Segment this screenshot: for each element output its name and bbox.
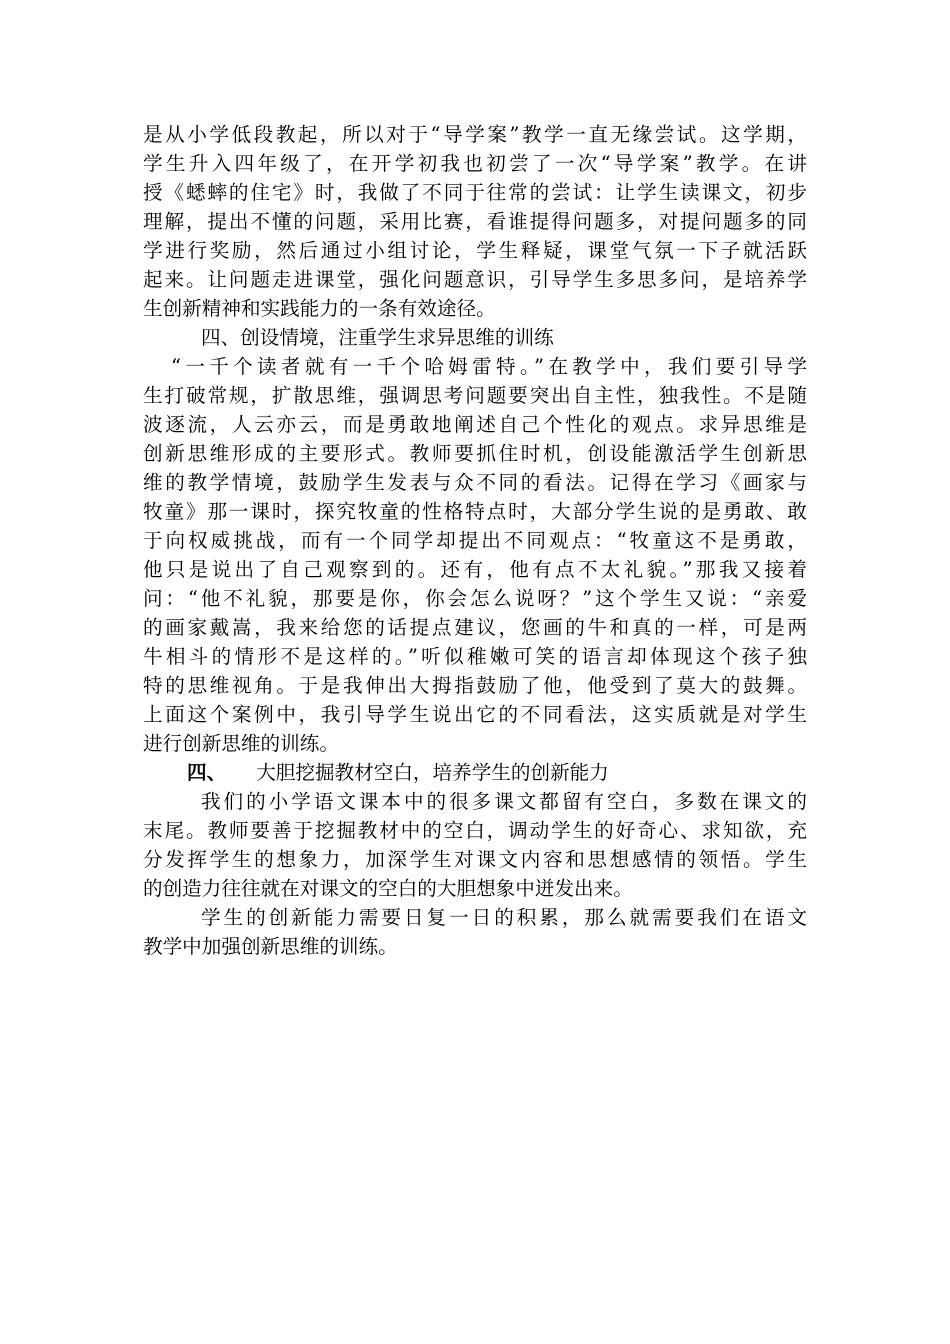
section-heading-textbook-blanks — [143, 758, 807, 787]
text-line: 创新思维形成的主要形式。教师要抓住时机，创设能激活学生创新思 — [143, 442, 807, 465]
text-line: 于向权威挑战，而有一个同学却提出不同观点：“牧童这不是勇敢， — [143, 529, 807, 552]
text-line: 的画家戴嵩，我来给您的话提点建议，您画的牛和真的一样，可是两 — [143, 616, 807, 639]
text-line: 牧童》那一课时，探究牧童的性格特点时，大部分学生说的是勇敢、敢 — [143, 500, 807, 523]
paragraph-divergent-thinking — [143, 352, 807, 758]
text-line: 是从小学低段教起，所以对于“导学案”教学一直无缘尝试。这学期， — [143, 123, 807, 146]
text-line: 学生升入四年级了，在开学初我也初尝了一次“导学案”教学。在讲 — [143, 152, 807, 175]
text-line: 我们的小学语文课本中的很多课文都留有空白，多数在课文的 — [201, 790, 807, 813]
text-line: 牛相斗的情形不是这样的。”听似稚嫩可笑的语言却体现这个孩子独 — [143, 645, 807, 668]
section-title: 大胆挖掘教材空白，培养学生的创新能力 — [256, 761, 609, 784]
text-line: 学进行奖励，然后通过小组讨论，学生释疑，课堂气氛一下子就活跃 — [143, 239, 807, 262]
paragraph-conclusion — [143, 903, 807, 961]
section-number: 四、 — [187, 761, 227, 784]
text-line: 末尾。教师要善于挖掘教材中的空白，调动学生的好奇心、求知欲，充 — [143, 819, 807, 842]
text-line: 分发挥学生的想象力，加深学生对课文内容和思想感情的领悟。学生 — [143, 848, 807, 871]
text-line: 进行创新思维的训练。 — [143, 732, 339, 755]
text-line: 授《蟋蟀的住宅》时，我做了不同于往常的尝试：让学生读课文，初步 — [143, 181, 807, 204]
document-body — [143, 120, 807, 961]
text-line: 生打破常规，扩散思维，强调思考问题要突出自主性，独我性。不是随 — [143, 384, 807, 407]
section-heading-divergent-thinking: 四、创设情境，注重学生求异思维的训练 — [201, 326, 554, 349]
text-line: 问：“他不礼貌，那要是你，你会怎么说呀？”这个学生又说：“亲爱 — [143, 587, 807, 610]
text-line: 学生的创新能力需要日复一日的积累，那么就需要我们在语文 — [201, 906, 807, 929]
text-line: “一千个读者就有一千个哈姆雷特。”在教学中，我们要引导学 — [171, 355, 807, 378]
text-line: 起来。让问题走进课堂，强化问题意识，引导学生多思多问，是培养学 — [143, 268, 807, 291]
text-line: 上面这个案例中，我引导学生说出它的不同看法，这实质就是对学生 — [143, 703, 807, 726]
text-line: 生创新精神和实践能力的一条有效途径。 — [143, 297, 496, 320]
text-line: 理解，提出不懂的问题，采用比赛，看谁提得问题多，对提问题多的同 — [143, 210, 807, 233]
text-line: 波逐流，人云亦云，而是勇敢地阐述自己个性化的观点。求异思维是 — [143, 413, 807, 436]
text-line: 教学中加强创新思维的训练。 — [143, 935, 398, 958]
text-line: 他只是说出了自己观察到的。还有，他有点不太礼貌。”那我又接着 — [143, 558, 807, 581]
text-line: 特的思维视角。于是我伸出大拇指鼓励了他，他受到了莫大的鼓舞。 — [143, 674, 807, 697]
text-line: 的创造力往往就在对课文的空白的大胆想象中迸发出来。 — [143, 877, 633, 900]
paragraph-textbook-blanks — [143, 787, 807, 903]
text-line: 维的教学情境，鼓励学生发表与众不同的看法。记得在学习《画家与 — [143, 471, 807, 494]
paragraph-classroom-questions — [143, 120, 807, 323]
